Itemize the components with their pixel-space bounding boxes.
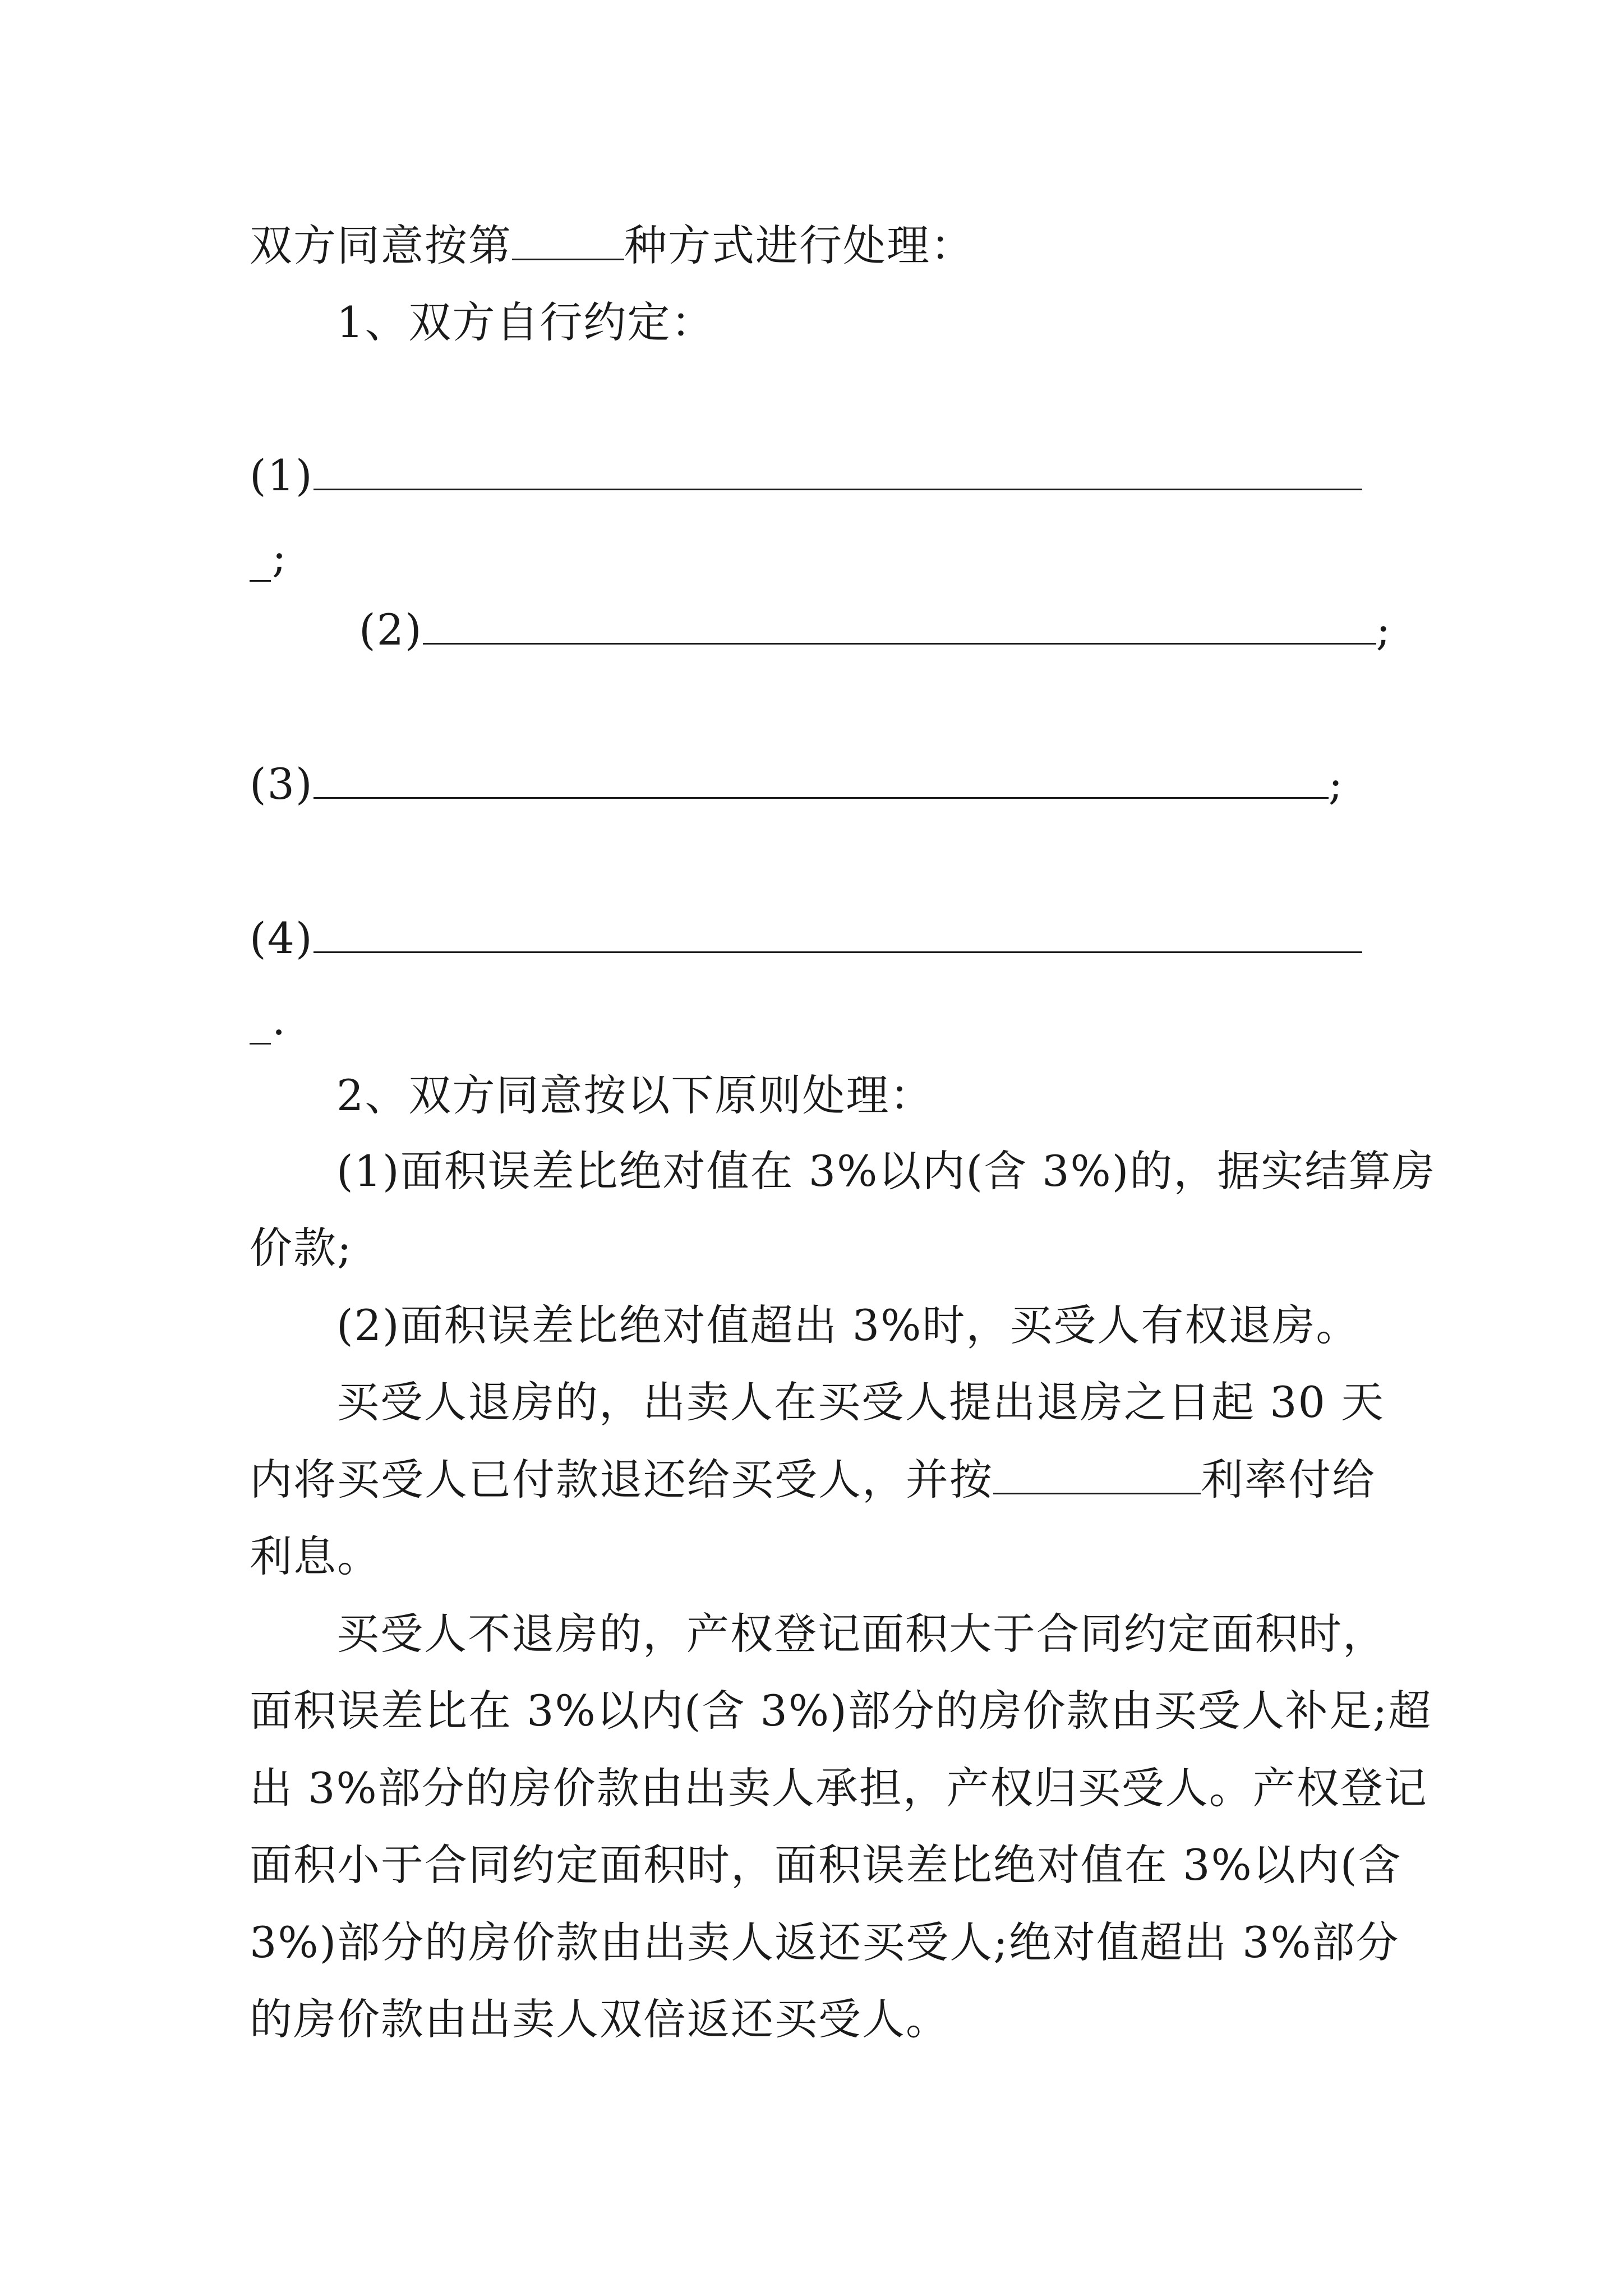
agreement-item-2-end: ; [1376, 605, 1392, 655]
no-refund-paragraph-line-c: 出 3%部分的房价款由出卖人承担，产权归买受人。产权登记 [250, 1763, 1428, 1813]
agreement-item-4 [250, 913, 1362, 963]
no-refund-paragraph-line-f: 的房价款由出卖人双倍返还买受人。 [250, 1994, 949, 2044]
agreement-item-4-label: (4) [250, 913, 313, 963]
agreement-item-4-end: _. [250, 995, 287, 1045]
principle-1-line-b: 价款; [250, 1223, 353, 1273]
self-agreement-heading: 1、双方自行约定： [336, 297, 715, 347]
agreement-item-2-label: (2) [359, 605, 423, 655]
agreement-item-4-blank [313, 918, 1362, 953]
agreement-item-1-blank [313, 455, 1362, 490]
agreement-item-2 [359, 605, 1392, 655]
agreement-item-3-label: (3) [250, 759, 313, 809]
no-refund-paragraph-line-d: 面积小于合同约定面积时，面积误差比绝对值在 3%以内(含 [250, 1840, 1402, 1890]
agreement-item-1-end: _; [250, 532, 288, 582]
no-refund-paragraph-line-b: 面积误差比在 3%以内(含 3%)部分的房价款由买受人补足;超 [250, 1686, 1432, 1736]
no-refund-paragraph-line-a: 买受人不退房的，产权登记面积大于合同约定面积时， [336, 1609, 1386, 1659]
agreement-item-3-end: ; [1328, 759, 1344, 809]
agreement-item-3-blank [313, 763, 1329, 799]
method-selection-line [250, 220, 974, 270]
method-selection-suffix: 种方式进行处理： [624, 220, 974, 270]
principles-heading: 2、双方同意按以下原则处理： [336, 1070, 934, 1120]
interest-rate-blank [993, 1459, 1201, 1494]
method-selection-prefix: 双方同意按第 [250, 220, 512, 270]
refund-paragraph-line-b [250, 1455, 1376, 1504]
method-number-blank [512, 225, 624, 260]
refund-paragraph-line-a: 买受人退房的，出卖人在买受人提出退房之日起 30 天 [336, 1377, 1385, 1427]
refund-paragraph-line-b-prefix: 内将买受人已付款退还给买受人，并按 [250, 1455, 993, 1504]
agreement-item-1-label: (1) [250, 450, 313, 500]
principle-1-line-a: (1)面积误差比绝对值在 3%以内(含 3%)的，据实结算房 [336, 1146, 1436, 1196]
no-refund-paragraph-line-e: 3%)部分的房价款由出卖人返还买受人;绝对值超出 3%部分 [250, 1917, 1400, 1967]
refund-paragraph-line-c: 利息。 [250, 1531, 381, 1581]
refund-paragraph-line-b-suffix: 利率付给 [1201, 1455, 1376, 1504]
principle-2: (2)面积误差比绝对值超出 3%时，买受人有权退房。 [336, 1300, 1360, 1350]
agreement-item-3 [250, 759, 1344, 809]
agreement-item-2-blank [423, 609, 1376, 645]
agreement-item-1 [250, 450, 1362, 500]
